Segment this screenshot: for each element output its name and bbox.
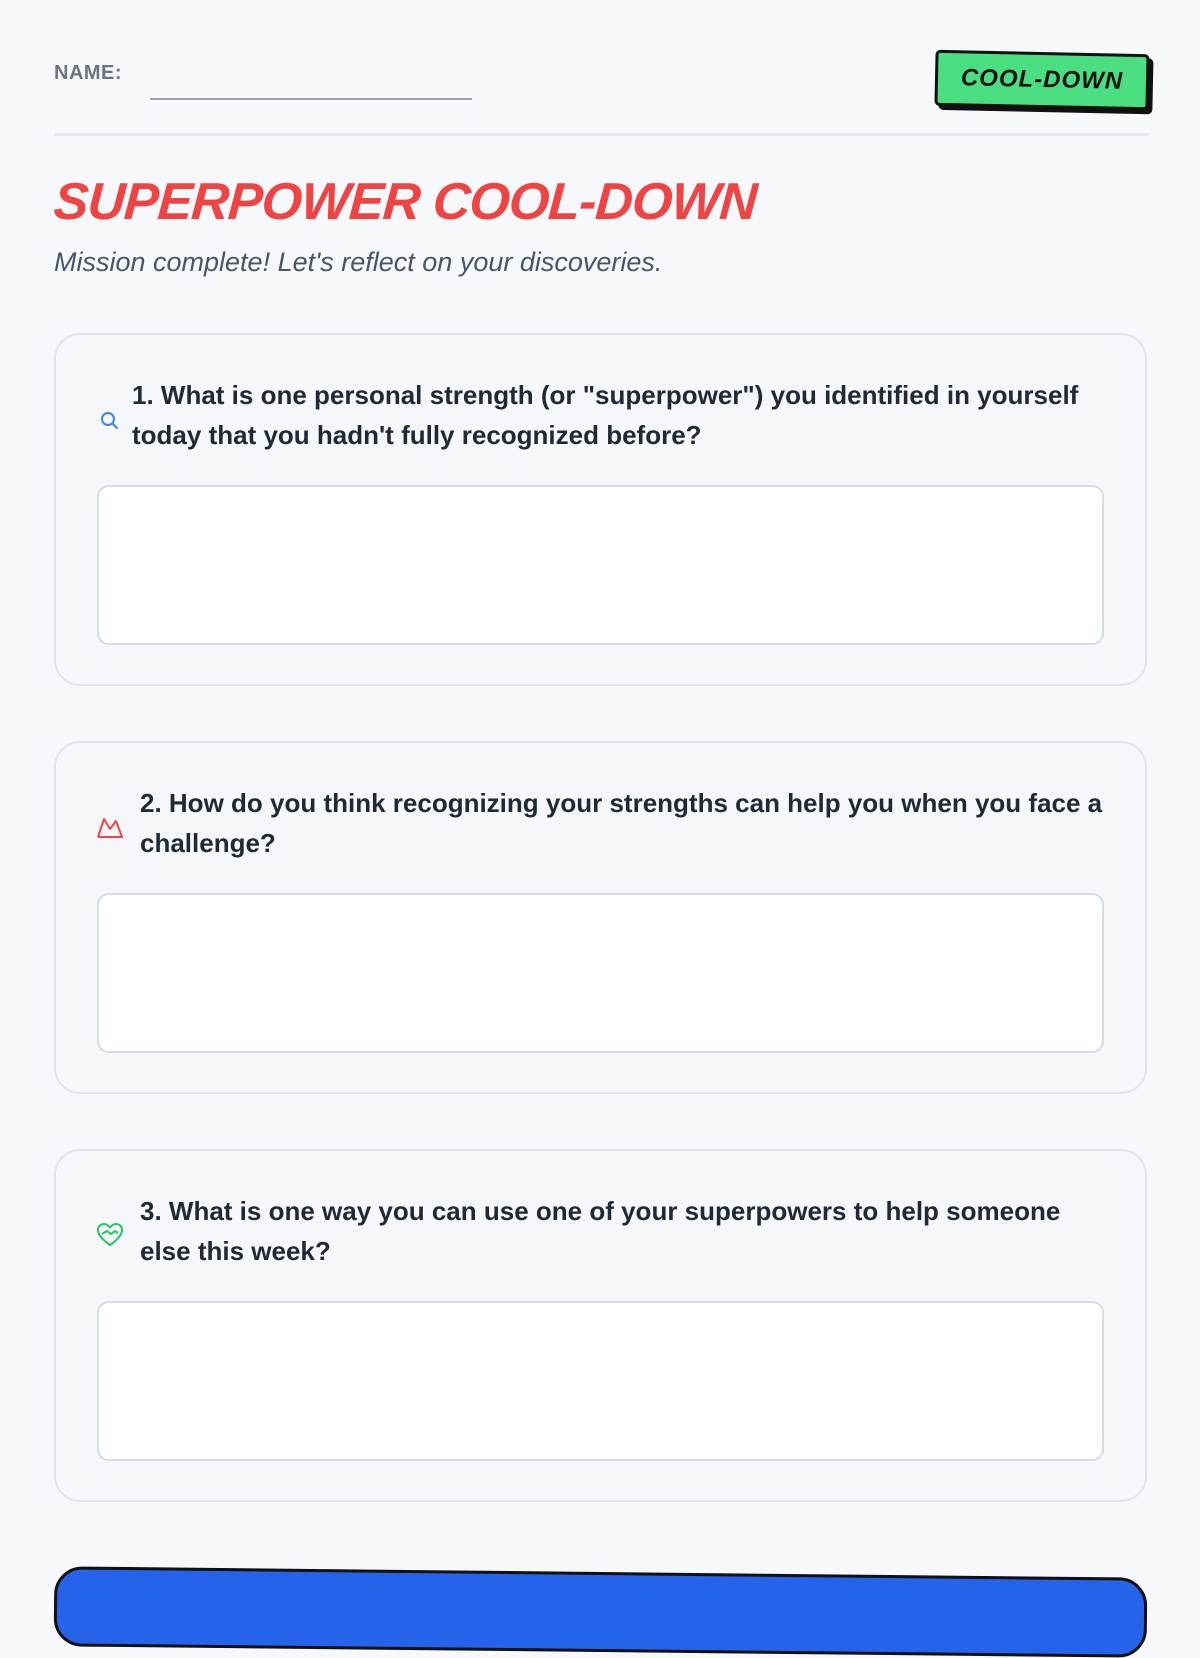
name-field[interactable] bbox=[150, 98, 472, 100]
answer-field-1[interactable] bbox=[97, 485, 1104, 645]
heart-handshake-icon bbox=[96, 1221, 124, 1249]
cool-down-badge: COOL-DOWN bbox=[934, 50, 1149, 110]
answer-field-2[interactable] bbox=[97, 893, 1104, 1053]
mountain-icon bbox=[96, 813, 124, 841]
header bbox=[54, 48, 1149, 136]
answer-field-3[interactable] bbox=[97, 1301, 1104, 1461]
page-subtitle: Mission complete! Let's reflect on your discoveries. bbox=[54, 247, 663, 277]
question-card-2 bbox=[54, 741, 1147, 1094]
search-icon bbox=[96, 407, 124, 435]
question-text-1: 1. What is one personal strength (or "superpower") you identified in yourself today that you hadn't fully recognized before? bbox=[132, 380, 1079, 450]
question-card-1 bbox=[54, 333, 1147, 686]
question-text-2: 2. How do you think recognizing your strengths can help you when you face a challenge? bbox=[140, 788, 1103, 858]
question-card-3 bbox=[54, 1149, 1147, 1502]
question-text-3: 3. What is one way you can use one of your superpowers to help someone else this week? bbox=[140, 1196, 1061, 1266]
name-label: NAME: bbox=[54, 62, 123, 84]
page-title: SUPERPOWER COOL-DOWN bbox=[51, 173, 759, 231]
header-divider bbox=[54, 133, 1149, 136]
bottom-banner bbox=[54, 1566, 1148, 1657]
